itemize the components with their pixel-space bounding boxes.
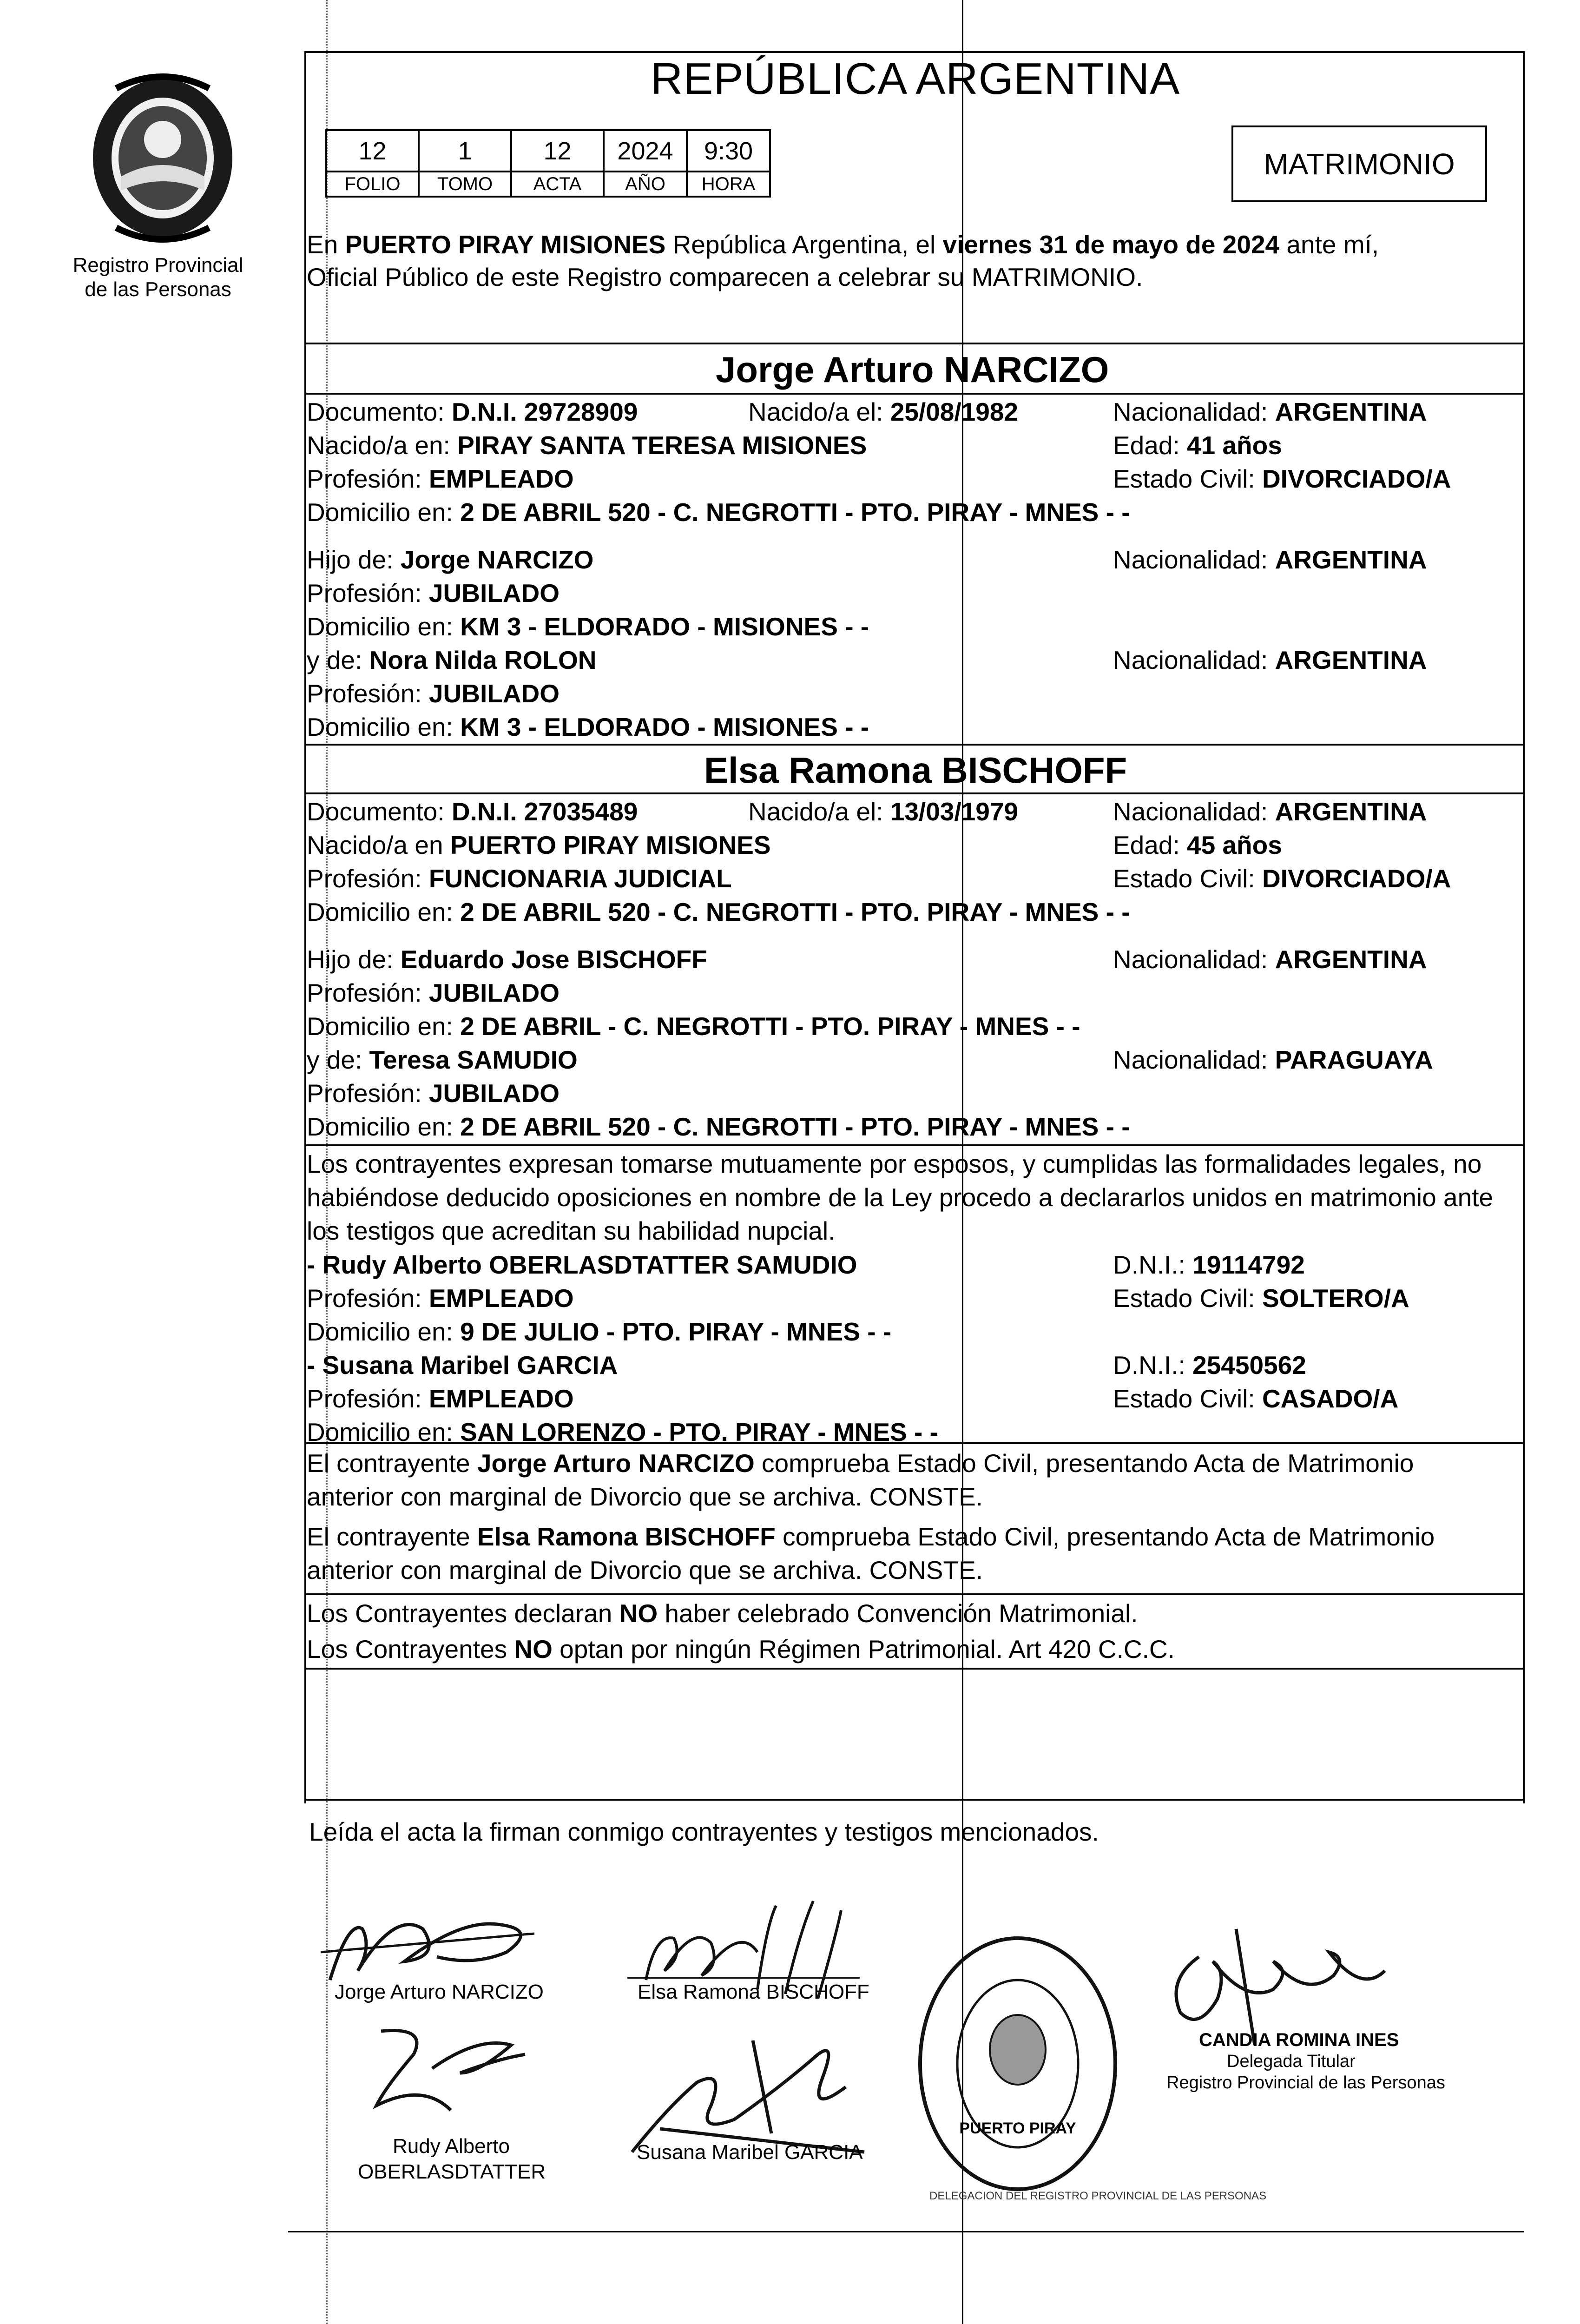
groom-prof-label: Profesión: [307, 464, 429, 493]
intro-place: PUERTO PIRAY MISIONES [345, 230, 666, 259]
acta-label: ACTA [511, 172, 604, 197]
groom-mother-label: y de: [307, 646, 369, 674]
bride-civil-label: Estado Civil: [1113, 864, 1262, 893]
bride-mother-addr-row [307, 1110, 1130, 1143]
note-2-line-1 [307, 1520, 1435, 1553]
groom-father-addr: KM 3 - ELDORADO - MISIONES - - [460, 612, 869, 641]
groom-father-row [307, 543, 593, 576]
witness-1-addr-label: Domicilio en: [307, 1317, 461, 1346]
office-seal [911, 1929, 1125, 2201]
bride-prof-row [307, 862, 732, 895]
bride-born-in-row [307, 828, 771, 862]
declaration-line-1: Los contrayentes expresan tomarse mutuamente por esposos, y cumplidas las formalidades legales, no [307, 1149, 1482, 1178]
bride-nat: ARGENTINA [1275, 797, 1427, 826]
convention-1-text-a: Los Contrayentes declaran [307, 1599, 619, 1628]
groom-born-on-row [748, 395, 1018, 429]
groom-mother-row [307, 643, 596, 677]
officer-title: Delegada Titular [1227, 2052, 1356, 2071]
witness-2-name: - Susana Maribel GARCIA [307, 1351, 618, 1380]
logo-caption-line-2: de las Personas [85, 278, 231, 301]
bride-born-in: PUERTO PIRAY MISIONES [450, 831, 771, 859]
groom-mother-prof-label: Profesión: [307, 679, 429, 708]
bride-father-addr-row [307, 1010, 1080, 1043]
rule-before-conventions [304, 1593, 1525, 1595]
witness-2-addr-label: Domicilio en: [307, 1418, 461, 1446]
province-crest-logo [84, 70, 242, 246]
groom-civil: DIVORCIADO/A [1262, 464, 1451, 493]
seal-inner-text: PUERTO PIRAY [959, 2119, 1076, 2137]
witness-1-prof-label: Profesión: [307, 1284, 429, 1313]
intro-text-b: República Argentina, el [665, 230, 943, 259]
bride-mother-prof-row [307, 1076, 560, 1110]
intro-text-a: En [307, 230, 345, 259]
folio-value: 12 [326, 130, 419, 172]
groom-father: Jorge NARCIZO [400, 545, 594, 574]
bride-father-prof-row [307, 976, 560, 1010]
groom-signature-label: Jorge Arturo NARCIZO [335, 1981, 544, 2003]
convention-2-no: NO [514, 1635, 553, 1664]
witness-2-dni-row [1113, 1348, 1306, 1382]
bride-born-in-label: Nacido/a en [307, 831, 450, 859]
groom-doc: D.N.I. 29728909 [451, 397, 638, 426]
tomo-value: 1 [419, 130, 511, 172]
groom-father-addr-row [307, 610, 869, 643]
groom-father-label: Hijo de: [307, 545, 401, 574]
bride-civil-row [1113, 862, 1451, 895]
groom-mother-nat: ARGENTINA [1275, 646, 1427, 674]
witness-1-dni-label: D.N.I.: [1113, 1250, 1193, 1279]
bride-mother-row [307, 1043, 578, 1076]
groom-addr-row [307, 495, 1130, 529]
groom-born-in-label: Nacido/a en: [307, 431, 458, 460]
bride-age-label: Edad: [1113, 831, 1187, 859]
bride-father-label: Hijo de: [307, 945, 401, 974]
witness-1-signature-label-1: Rudy Alberto [393, 2135, 510, 2158]
bride-born-on-label: Nacido/a el: [748, 797, 890, 826]
groom-prof: EMPLEADO [428, 464, 574, 493]
bride-mother-addr-label: Domicilio en: [307, 1112, 461, 1141]
groom-prof-row [307, 462, 574, 495]
bride-mother-addr: 2 DE ABRIL 520 - C. NEGROTTI - PTO. PIRAY - MNES - - [460, 1112, 1130, 1141]
act-type-label: MATRIMONIO [1264, 147, 1455, 181]
groom-nat-label: Nacionalidad: [1113, 397, 1275, 426]
groom-father-nat-row [1113, 543, 1427, 576]
bride-addr-row [307, 895, 1130, 929]
closing-text: Leída el acta la firman conmigo contrayentes y testigos mencionados. [309, 1817, 1099, 1846]
bride-father-nat-label: Nacionalidad: [1113, 945, 1275, 974]
groom-doc-row [307, 395, 638, 429]
tomo-label: TOMO [419, 172, 511, 197]
rule-before-groom [304, 343, 1525, 344]
officer-org: Registro Provincial de las Personas [1166, 2073, 1445, 2093]
witness-2-dni-label: D.N.I.: [1113, 1351, 1193, 1380]
rule-before-blank [304, 1668, 1525, 1670]
note-1-line-1 [307, 1446, 1414, 1480]
rule-before-declaration [304, 1144, 1525, 1146]
acta-value: 12 [511, 130, 604, 172]
groom-father-addr-label: Domicilio en: [307, 612, 461, 641]
registry-table [325, 129, 771, 198]
groom-mother: Nora Nilda ROLON [369, 646, 597, 674]
groom-age-row [1113, 429, 1282, 462]
witness-1-signature-label-2: OBERLASDTATTER [358, 2160, 546, 2183]
witness-1-dni-row [1113, 1248, 1305, 1281]
note-2-text-a: El contrayente [307, 1522, 477, 1551]
bride-civil: DIVORCIADO/A [1262, 864, 1451, 893]
bride-mother-nat-row [1113, 1043, 1433, 1076]
bride-mother-label: y de: [307, 1045, 369, 1074]
rule-before-bride [304, 744, 1525, 746]
groom-age: 41 años [1187, 431, 1282, 460]
rule-before-closing [304, 1799, 1525, 1801]
bride-age: 45 años [1187, 831, 1282, 859]
witness-1-prof-row [307, 1281, 574, 1315]
groom-born-in: PIRAY SANTA TERESA MISIONES [457, 431, 867, 460]
witness-2-civil-label: Estado Civil: [1113, 1384, 1262, 1413]
groom-father-prof: JUBILADO [428, 579, 560, 607]
bride-age-row [1113, 828, 1282, 862]
document-title: REPÚBLICA ARGENTINA [651, 54, 1180, 104]
convention-1-no: NO [619, 1599, 658, 1628]
rule-under-groom-name [304, 393, 1525, 395]
groom-born-in-row [307, 429, 867, 462]
note-2-line-2: anterior con marginal de Divorcio que se archiva. CONSTE. [307, 1556, 983, 1585]
intro-line-1 [307, 228, 1379, 261]
logo-caption [60, 253, 256, 302]
bride-father-addr-label: Domicilio en: [307, 1012, 461, 1041]
bride-mother: Teresa SAMUDIO [369, 1045, 578, 1074]
bride-nat-label: Nacionalidad: [1113, 797, 1275, 826]
logo-caption-line-1: Registro Provincial [72, 254, 244, 277]
convention-2-text-c: optan por ningún Régimen Patrimonial. Art 420 C.C.C. [552, 1635, 1175, 1664]
bride-prof: FUNCIONARIA JUDICIAL [428, 864, 732, 893]
hora-value: 9:30 [687, 130, 770, 172]
bride-nat-row [1113, 795, 1427, 828]
declaration-line-2: habiéndose deducido oposiciones en nombre de la Ley procedo a declararlos unidos en matrimonio ante [307, 1183, 1494, 1212]
convention-1-text-c: haber celebrado Convención Matrimonial. [658, 1599, 1138, 1628]
groom-mother-addr: KM 3 - ELDORADO - MISIONES - - [460, 713, 869, 741]
rule-bottom [288, 2231, 1524, 2232]
groom-addr: 2 DE ABRIL 520 - C. NEGROTTI - PTO. PIRAY - MNES - - [460, 498, 1130, 527]
groom-nat-row [1113, 395, 1427, 429]
intro-line-2: Oficial Público de este Registro comparecen a celebrar su MATRIMONIO. [307, 263, 1143, 291]
bride-doc-label: Documento: [307, 797, 452, 826]
groom-father-nat: ARGENTINA [1275, 545, 1427, 574]
groom-mother-prof-row [307, 677, 560, 710]
rule-top [304, 51, 1525, 53]
bride-addr-label: Domicilio en: [307, 898, 461, 926]
witness-1-addr: 9 DE JULIO - PTO. PIRAY - MNES - - [460, 1317, 892, 1346]
bride-mother-prof: JUBILADO [428, 1079, 560, 1108]
intro-date: viernes 31 de mayo de 2024 [942, 230, 1280, 259]
witness-1-civil-row [1113, 1281, 1409, 1315]
declaration-line-3: los testigos que acreditan su habilidad nupcial. [307, 1216, 836, 1245]
bride-father-prof-label: Profesión: [307, 978, 429, 1007]
witness-2-civil-row [1113, 1382, 1398, 1415]
groom-born-on: 25/08/1982 [890, 397, 1019, 426]
bride-signature-label: Elsa Ramona BISCHOFF [638, 1981, 869, 2003]
witness-2-prof-label: Profesión: [307, 1384, 429, 1413]
officer-name: CANDIA ROMINA INES [1199, 2030, 1399, 2050]
bride-name: Elsa Ramona BISCHOFF [704, 750, 1127, 791]
groom-age-label: Edad: [1113, 431, 1187, 460]
bride-father-addr: 2 DE ABRIL - C. NEGROTTI - PTO. PIRAY - MNES - - [460, 1012, 1080, 1041]
witness-2-prof: EMPLEADO [428, 1384, 574, 1413]
form-right-border [1523, 51, 1525, 1803]
groom-civil-label: Estado Civil: [1113, 464, 1262, 493]
anio-value: 2024 [604, 130, 687, 172]
seal-outer-text: DELEGACION DEL REGISTRO PROVINCIAL DE LAS PERSONAS [929, 2190, 1267, 2202]
bride-born-on: 13/03/1979 [890, 797, 1019, 826]
groom-mother-addr-row [307, 710, 869, 744]
note-1-name: Jorge Arturo NARCIZO [477, 1449, 755, 1478]
intro-text-c: ante mí, [1279, 230, 1379, 259]
note-1-text-a: El contrayente [307, 1449, 477, 1478]
witness-1-dni: 19114792 [1192, 1250, 1305, 1279]
witness-1-civil: SOLTERO/A [1262, 1284, 1409, 1313]
witness-2-signature-label: Susana Maribel GARCIA [637, 2141, 863, 2164]
witness-1-civil-label: Estado Civil: [1113, 1284, 1262, 1313]
groom-nat: ARGENTINA [1275, 397, 1427, 426]
convention-line-2 [307, 1632, 1175, 1666]
bride-mother-nat: PARAGUAYA [1275, 1045, 1433, 1074]
witness-1-signature [358, 2017, 599, 2126]
convention-line-1 [307, 1597, 1138, 1630]
witness-1-name: - Rudy Alberto OBERLASDTATTER SAMUDIO [307, 1250, 857, 1279]
anio-label: AÑO [604, 172, 687, 197]
bride-father-prof: JUBILADO [428, 978, 560, 1007]
bride-father-nat: ARGENTINA [1275, 945, 1427, 974]
witness-2-civil: CASADO/A [1262, 1384, 1399, 1413]
groom-doc-label: Documento: [307, 397, 452, 426]
bride-father-row [307, 943, 707, 976]
groom-addr-label: Domicilio en: [307, 498, 461, 527]
witness-2-addr: SAN LORENZO - PTO. PIRAY - MNES - - [460, 1418, 938, 1446]
act-type-box [1231, 125, 1487, 202]
witness-1-prof: EMPLEADO [428, 1284, 574, 1313]
groom-father-nat-label: Nacionalidad: [1113, 545, 1275, 574]
groom-civil-row [1113, 462, 1451, 495]
rule-under-bride-name [304, 792, 1525, 794]
folio-label: FOLIO [326, 172, 419, 197]
groom-mother-addr-label: Domicilio en: [307, 713, 461, 741]
bride-born-on-row [748, 795, 1018, 828]
note-1-text-b: comprueba Estado Civil, presentando Acta de Matrimonio [754, 1449, 1414, 1478]
convention-2-text-a: Los Contrayentes [307, 1635, 514, 1664]
bride-father-nat-row [1113, 943, 1427, 976]
note-2-name: Elsa Ramona BISCHOFF [477, 1522, 776, 1551]
groom-father-prof-label: Profesión: [307, 579, 429, 607]
bride-prof-label: Profesión: [307, 864, 429, 893]
witness-2-prof-row [307, 1382, 574, 1415]
bride-father: Eduardo Jose BISCHOFF [400, 945, 707, 974]
bride-addr: 2 DE ABRIL 520 - C. NEGROTTI - PTO. PIRAY - MNES - - [460, 898, 1130, 926]
groom-mother-nat-row [1113, 643, 1427, 677]
groom-father-prof-row [307, 576, 560, 610]
groom-mother-nat-label: Nacionalidad: [1113, 646, 1275, 674]
hora-label: HORA [687, 172, 770, 197]
bride-doc: D.N.I. 27035489 [451, 797, 638, 826]
groom-mother-prof: JUBILADO [428, 679, 560, 708]
witness-1-addr-row [307, 1315, 891, 1348]
bride-mother-prof-label: Profesión: [307, 1079, 429, 1108]
bride-mother-nat-label: Nacionalidad: [1113, 1045, 1275, 1074]
groom-name: Jorge Arturo NARCIZO [716, 349, 1109, 390]
bride-doc-row [307, 795, 638, 828]
note-1-line-2: anterior con marginal de Divorcio que se archiva. CONSTE. [307, 1482, 983, 1511]
note-2-text-b: comprueba Estado Civil, presentando Acta de Matrimonio [775, 1522, 1435, 1551]
form-left-border [304, 51, 306, 1803]
groom-born-on-label: Nacido/a el: [748, 397, 890, 426]
witness-2-addr-row [307, 1415, 938, 1449]
witness-2-dni: 25450562 [1192, 1351, 1306, 1380]
